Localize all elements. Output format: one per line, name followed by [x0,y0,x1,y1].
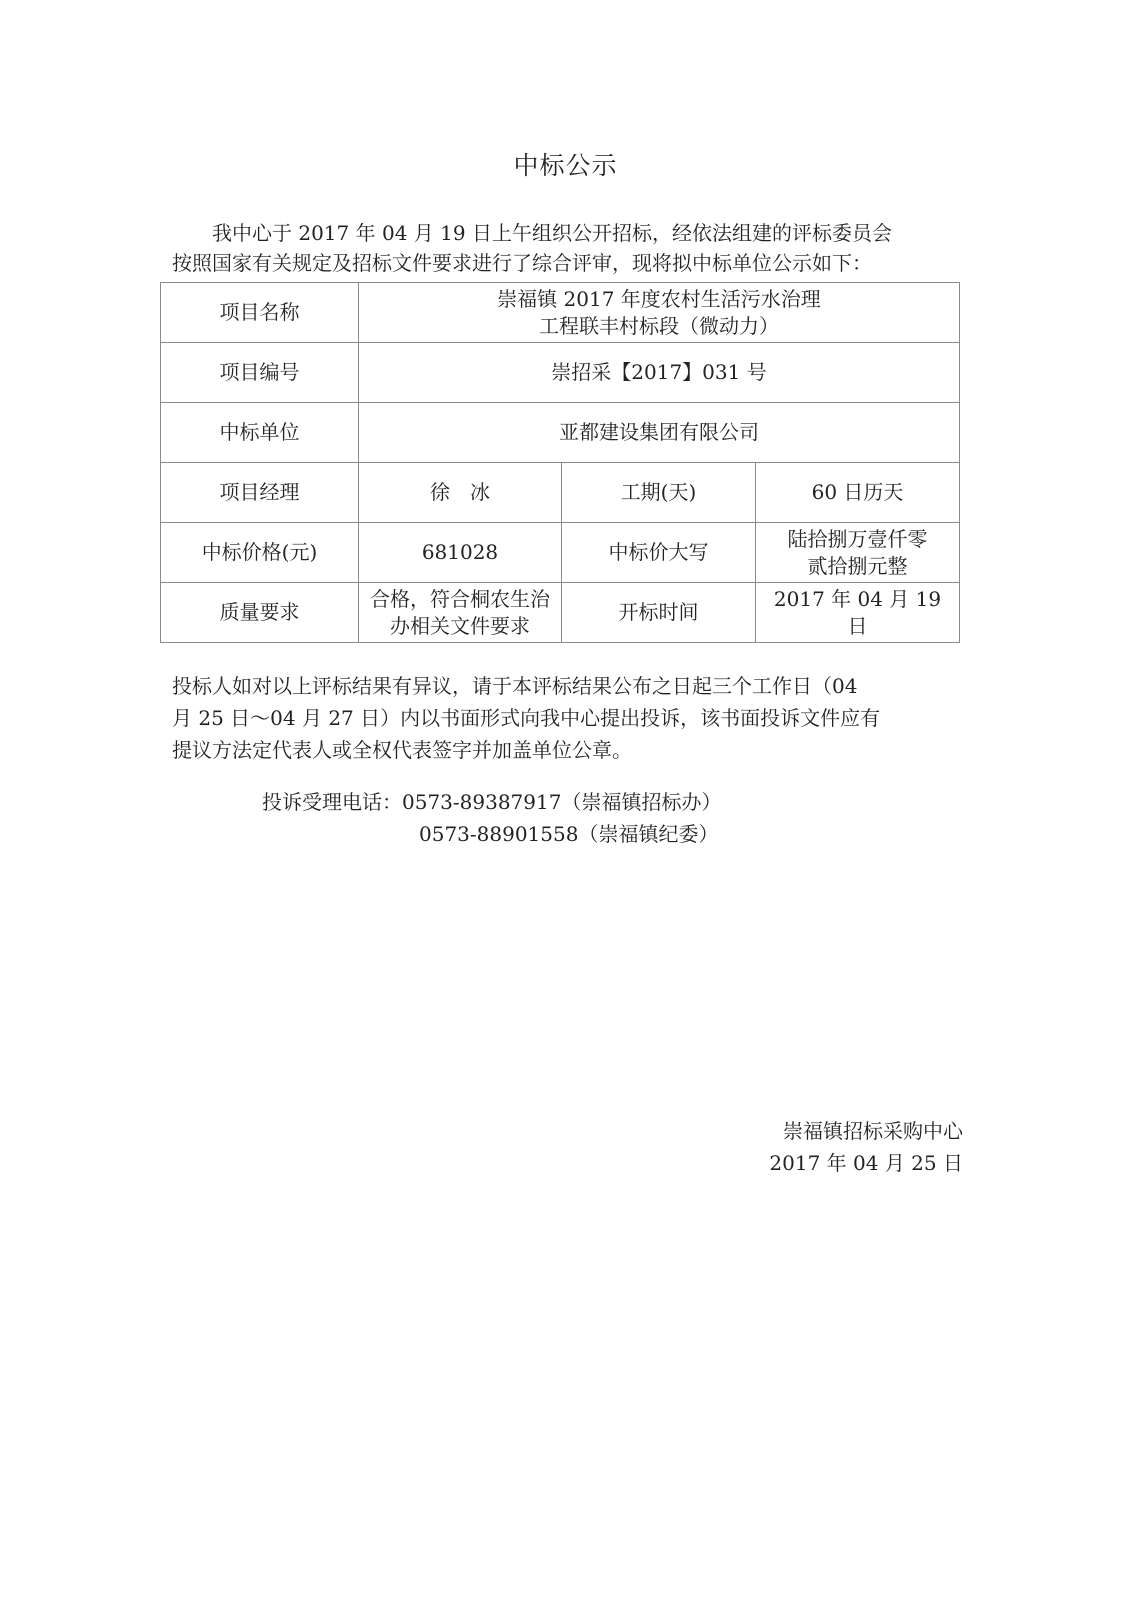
winner-value: 亚都建设集团有限公司 [359,403,960,463]
intro-paragraph [172,218,962,278]
table-row [161,403,960,463]
project-no-label: 项目编号 [161,343,359,403]
bid-info-table [160,282,960,643]
intro-line-1: 我中心于 2017 年 04 月 19 日上午组织公开招标，经依法组建的评标委员会 [212,221,892,245]
duration-label: 工期(天) [562,463,756,523]
manager-value: 徐 冰 [359,463,562,523]
signature-block [769,1115,963,1179]
table-row [161,463,960,523]
complaint-contacts [262,786,721,850]
signature-org: 崇福镇招标采购中心 [783,1119,963,1143]
open-time-value: 2017 年 04 月 19 日 [756,583,960,643]
table-row [161,583,960,643]
price-label: 中标价格(元) [161,523,359,583]
project-name-label: 项目名称 [161,283,359,343]
intro-line-2: 按照国家有关规定及招标文件要求进行了综合评审，现将拟中标单位公示如下： [172,251,872,275]
manager-label: 项目经理 [161,463,359,523]
open-time-label: 开标时间 [562,583,756,643]
quality-label: 质量要求 [161,583,359,643]
price-upper-label: 中标价大写 [562,523,756,583]
price-upper-value: 陆拾捌万壹仟零贰拾捌元整 [756,523,960,583]
contact-line-1: 投诉受理电话：0573-89387917（崇福镇招标办） [262,790,722,814]
objection-paragraph [172,670,962,766]
table-row [161,523,960,583]
objection-line-3: 提议方法定代表人或全权代表签字并加盖单位公章。 [172,738,632,762]
table-row [161,343,960,403]
page-title: 中标公示 [513,151,618,180]
contact-line-2: 0573-88901558（崇福镇纪委） [419,822,719,846]
duration-value: 60 日历天 [756,463,960,523]
winner-label: 中标单位 [161,403,359,463]
price-value: 681028 [359,523,562,583]
table-row [161,283,960,343]
objection-line-1: 投标人如对以上评标结果有异议，请于本评标结果公布之日起三个工作日（04 [172,674,858,698]
project-no-value: 崇招采【2017】031 号 [359,343,960,403]
signature-date: 2017 年 04 月 25 日 [769,1151,963,1175]
objection-line-2: 月 25 日～04 月 27 日）内以书面形式向我中心提出投诉，该书面投诉文件应有 [172,706,881,730]
quality-value: 合格，符合桐农生治办相关文件要求 [359,583,562,643]
project-name-value: 崇福镇 2017 年度农村生活污水治理工程联丰村标段（微动力） [359,283,960,343]
